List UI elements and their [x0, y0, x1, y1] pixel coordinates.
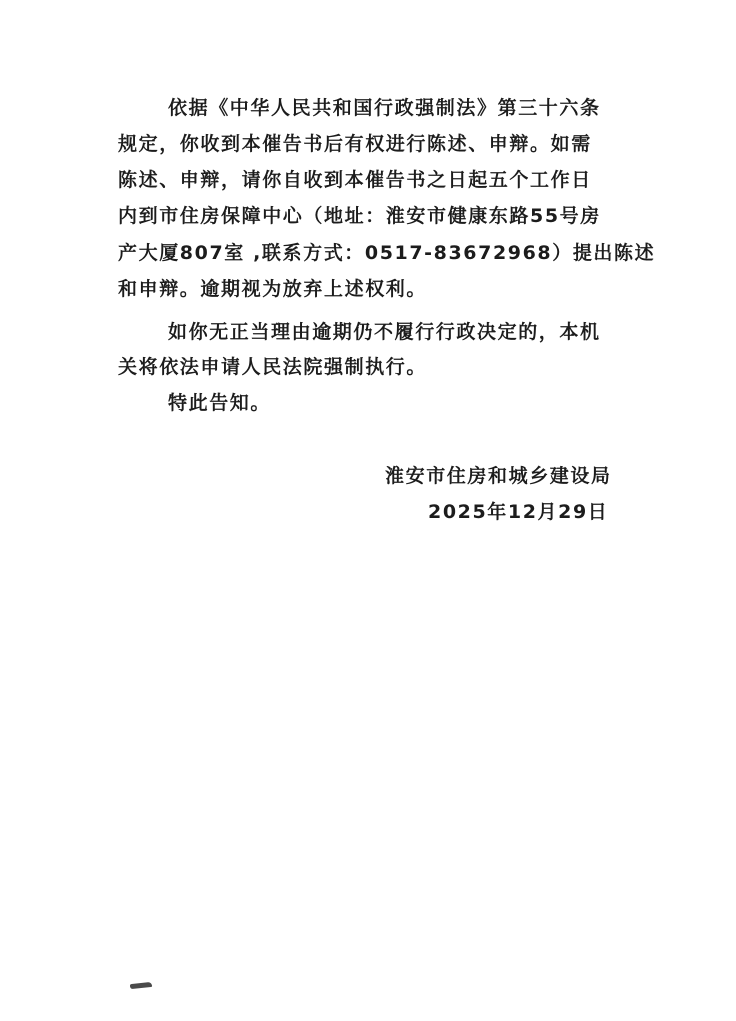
paragraph1-line-3: 陈述、申辩，请你自收到本催告书之日起五个工作日: [118, 169, 592, 191]
paragraph1-line-1: 依据《中华人民共和国行政强制法》第三十六条: [168, 97, 601, 119]
issue-date: 2025年12月29日: [428, 501, 609, 523]
paragraph1-line-5: 产大厦807室 ,联系方式：0517-83672968）提出陈述: [118, 242, 656, 264]
paragraph1-line-6: 和申辩。逾期视为放弃上述权利。: [118, 278, 428, 300]
paragraph2-line-1: 如你无正当理由逾期仍不履行行政决定的，本机: [168, 321, 601, 343]
paragraph1-line-4: 内到市住房保障中心（地址：淮安市健康东路55号房: [118, 205, 601, 227]
closing-text: 特此告知。: [168, 392, 272, 414]
paragraph2-line-2: 关将依法申请人民法院强制执行。: [118, 356, 428, 378]
paragraph1-line-2: 规定，你收到本催告书后有权进行陈述、申辩。如需: [118, 133, 592, 155]
scan-mark: [130, 982, 152, 989]
issuer-name: 淮安市住房和城乡建设局: [385, 465, 612, 487]
